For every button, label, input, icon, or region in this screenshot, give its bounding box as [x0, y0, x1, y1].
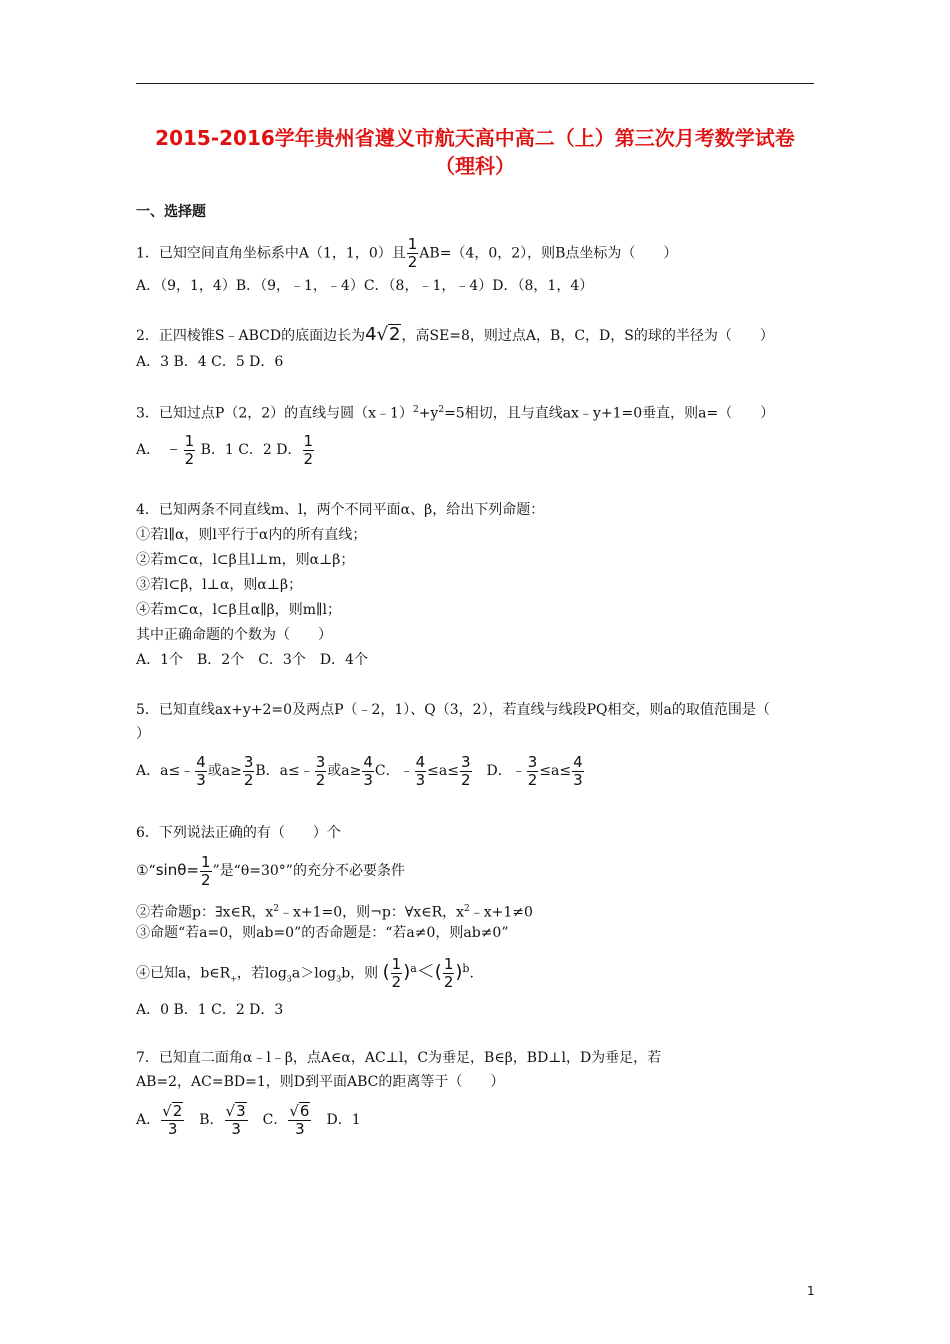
question-4-item-4: ④若m⊂α，l⊂β且α∥β，则m∥l；: [136, 602, 341, 618]
fraction: $\frac{1}{2}$: [407, 235, 418, 271]
fraction: √ 3 3: [225, 1102, 246, 1138]
sqrt-expression: √ 6: [289, 1102, 310, 1120]
question-6-item-2: ②若命题p：∃x∈R，$x^2﹣x+1=0$，则¬p：∀x∈R，$x^2﹣x+1\ne 0$: [136, 904, 533, 921]
fraction: √ 2 3: [162, 1102, 183, 1138]
question-4-item-3: ③若l⊂β，l⊥α，则α⊥β；: [136, 577, 303, 593]
question-6-item-1: ①“sinθ= $\frac{1}{2}$ ”是“θ=30°”的充分不必要条件: [136, 852, 405, 889]
question-6-options: A．0 B．1 C．2 D．3: [136, 1002, 284, 1018]
question-6-stem: 6．下列说法正确的有（ ）个: [136, 825, 341, 841]
fraction: $\frac{1}{2}$: [391, 955, 402, 992]
fraction: $\frac{1}{2}$: [184, 431, 195, 468]
sqrt-expression: √ 3: [225, 1102, 246, 1120]
question-4-item-1: ①若l∥α，则l平行于α内的所有直线；: [136, 527, 367, 543]
question-7-stem-cont: AB=2，AC=BD=1，则D到平面ABC的距离等于（ ）: [136, 1074, 505, 1090]
fraction: $\frac{4}{3}$: [363, 752, 373, 789]
question-5-stem-cont: ）: [136, 726, 150, 742]
question-4-options: A．1个 B．2个 C．3个 D．4个: [136, 652, 368, 668]
fraction: $\frac{1}{2}$: [200, 852, 211, 889]
fraction: $\frac{3}{2}$: [527, 752, 538, 789]
question-3-options: A． ﹣ $\frac{1}{2}$ B．1 C．2 D． $\frac{1}{2}$: [136, 431, 314, 468]
fraction: $\frac{1}{2}$: [443, 955, 454, 992]
fraction: $\frac{3}{2}$: [315, 752, 326, 789]
page-number: 1: [807, 1284, 815, 1298]
fraction: $\frac{1}{2}$: [303, 431, 314, 468]
header-rule: [136, 83, 814, 84]
fraction: $\frac{4}{3}$: [573, 752, 583, 789]
section-heading: 一、选择题: [136, 204, 206, 220]
question-7-options: A． √ 2 3 B． √ 3 3 C． √ 6 3 D．1: [136, 1102, 361, 1138]
question-4-prompt: 其中正确命题的个数为（ ）: [136, 627, 332, 643]
exam-title: 2015-2016学年贵州省遵义市航天高中高二（上）第三次月考数学试卷: [155, 126, 795, 150]
question-6-item-4: ④已知a，$b\in R_+$，若$\log_3a>\log_3b$，则 ( $\frac{1}{2}$ )$^a$＜( $\frac{1}{2}$ )$^b$.: [136, 955, 474, 992]
fraction: $\frac{4}{3}$: [196, 752, 206, 789]
fraction: $\frac{3}{2}$: [243, 752, 254, 789]
fraction: $\frac{4}{3}$: [415, 752, 426, 789]
fraction: √ 6 3: [289, 1102, 310, 1138]
question-4-stem: 4．已知两条不同直线m、l，两个不同平面α、β，给出下列命题：: [136, 502, 545, 518]
question-5-stem: 5．已知直线ax+y+2=0及两点P（﹣2，1）、Q（3，2），若直线与线段PQ相交，则a的取值范围是（: [136, 702, 770, 718]
question-5-options: A．a≤﹣ $\frac{4}{3}$ 或a≥ $\frac{3}{2}$ B．a≤﹣ $\frac{3}{2}$ 或a≥ $\frac{4}{3}$ C．﹣ $\frac{4}{3}$ ≤a≤ $\frac{3}{2}$ D．﹣ $\frac{3}{2}$ ≤a≤ $\frac{4}{3}$: [136, 752, 583, 789]
question-3-stem: 3．已知过点P（2，2）的直线与圆$(x﹣1)^2+y^2=5$相切，且与直线ax﹣y+1=0垂直，则a=（ ）: [136, 405, 775, 422]
question-6-item-3: ③命题“若a=0，则ab=0”的否命题是：“若a≠0，则ab≠0”: [136, 925, 509, 941]
question-2-stem: 2．正四棱锥S﹣ABCD的底面边长为4 √ 2 ，高SE=8，则过点A，B，C，D，S的球的半径为（ ）: [136, 324, 774, 345]
sqrt-expression: √ 2: [162, 1102, 183, 1120]
sqrt-expression: √ 2: [376, 324, 401, 345]
question-2-options: A．3 B．4 C．5 D．6: [136, 354, 284, 370]
exam-subtitle: （理科）: [435, 154, 515, 178]
fraction: $\frac{3}{2}$: [460, 752, 471, 789]
question-1-stem: 1．已知空间直角坐标系中A（1，1，0）且 $\frac{1}{2}$ AB=（4，0，2），则B点坐标为（ ）: [136, 235, 678, 271]
question-4-item-2: ②若m⊂α，l⊂β且l⊥m，则α⊥β；: [136, 552, 355, 568]
question-7-stem: 7．已知直二面角α﹣l﹣β，点A∈α，AC⊥l，C为垂足，B∈β，BD⊥l，D为垂足，若: [136, 1050, 662, 1066]
question-1-options: A．（9，1，4）B．（9，﹣1，﹣4）C．（8，﹣1，﹣4）D．（8，1，4）: [136, 278, 594, 294]
